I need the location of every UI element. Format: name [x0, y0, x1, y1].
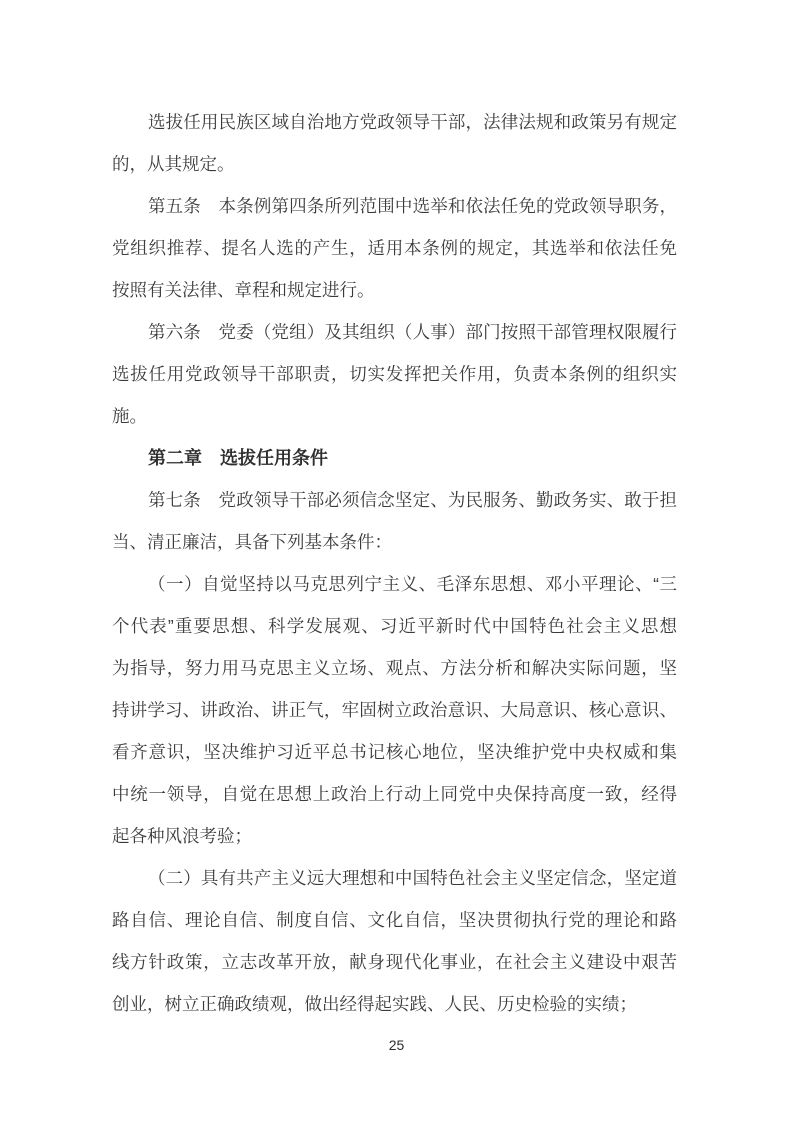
paragraph [112, 857, 677, 1025]
text-line: 起各种风浪考验； [112, 826, 252, 846]
text-line: 为指导，努力用马克思主义立场、观点、方法分析和解决实际问题，坚 [112, 658, 677, 678]
paragraph [112, 185, 677, 311]
text-line: （一）自觉坚持以马克思列宁主义、毛泽东思想、邓小平理论、“三 [148, 574, 677, 594]
text-line: 选拔任用民族区域自治地方党政领导干部，法律法规和政策另有规定 [148, 112, 677, 132]
text-line: 的，从其规定。 [112, 154, 235, 174]
text-line: 中统一领导，自觉在思想上政治上行动上同党中央保持高度一致，经得 [112, 784, 677, 804]
paragraph [112, 101, 677, 185]
text-line: 第七条 党政领导干部必须信念坚定、为民服务、勤政务实、敢于担 [148, 490, 677, 510]
text-line: 选拔任用党政领导干部职责，切实发挥把关作用，负责本条例的组织实 [112, 364, 677, 384]
text-line: 第五条 本条例第四条所列范围中选举和依法任免的党政领导职务， [148, 196, 677, 216]
text-line: 施。 [112, 406, 147, 426]
page-number: 25 [388, 1037, 405, 1053]
paragraph [112, 311, 677, 437]
text-line: 按照有关法律、章程和规定进行。 [112, 280, 375, 300]
text-line: 当、清正廉洁，具备下列基本条件： [112, 532, 392, 552]
chapter-heading-text: 第二章 选拔任用条件 [148, 448, 328, 468]
text-line: （二）具有共产主义远大理想和中国特色社会主义坚定信念，坚定道 [148, 868, 677, 888]
document-text-block [112, 101, 677, 1025]
text-line: 线方针政策，立志改革开放，献身现代化事业，在社会主义建设中艰苦 [112, 952, 677, 972]
text-line: 创业，树立正确政绩观，做出经得起实践、人民、历史检验的实绩； [112, 994, 637, 1014]
text-line: 第六条 党委（党组）及其组织（人事）部门按照干部管理权限履行 [148, 322, 677, 342]
text-line: 党组织推荐、提名人选的产生，适用本条例的规定，其选举和依法任免 [112, 238, 677, 258]
paragraph [112, 479, 677, 563]
text-line: 持讲学习、讲政治、讲正气，牢固树立政治意识、大局意识、核心意识、 [112, 700, 677, 720]
text-line: 看齐意识，坚决维护习近平总书记核心地位，坚决维护党中央权威和集 [112, 742, 677, 762]
text-line: 路自信、理论自信、制度自信、文化自信，坚决贯彻执行党的理论和路 [112, 910, 677, 930]
paragraph [112, 563, 677, 857]
text-line: 个代表”重要思想、科学发展观、习近平新时代中国特色社会主义思想 [112, 616, 677, 636]
chapter-heading [112, 437, 677, 479]
